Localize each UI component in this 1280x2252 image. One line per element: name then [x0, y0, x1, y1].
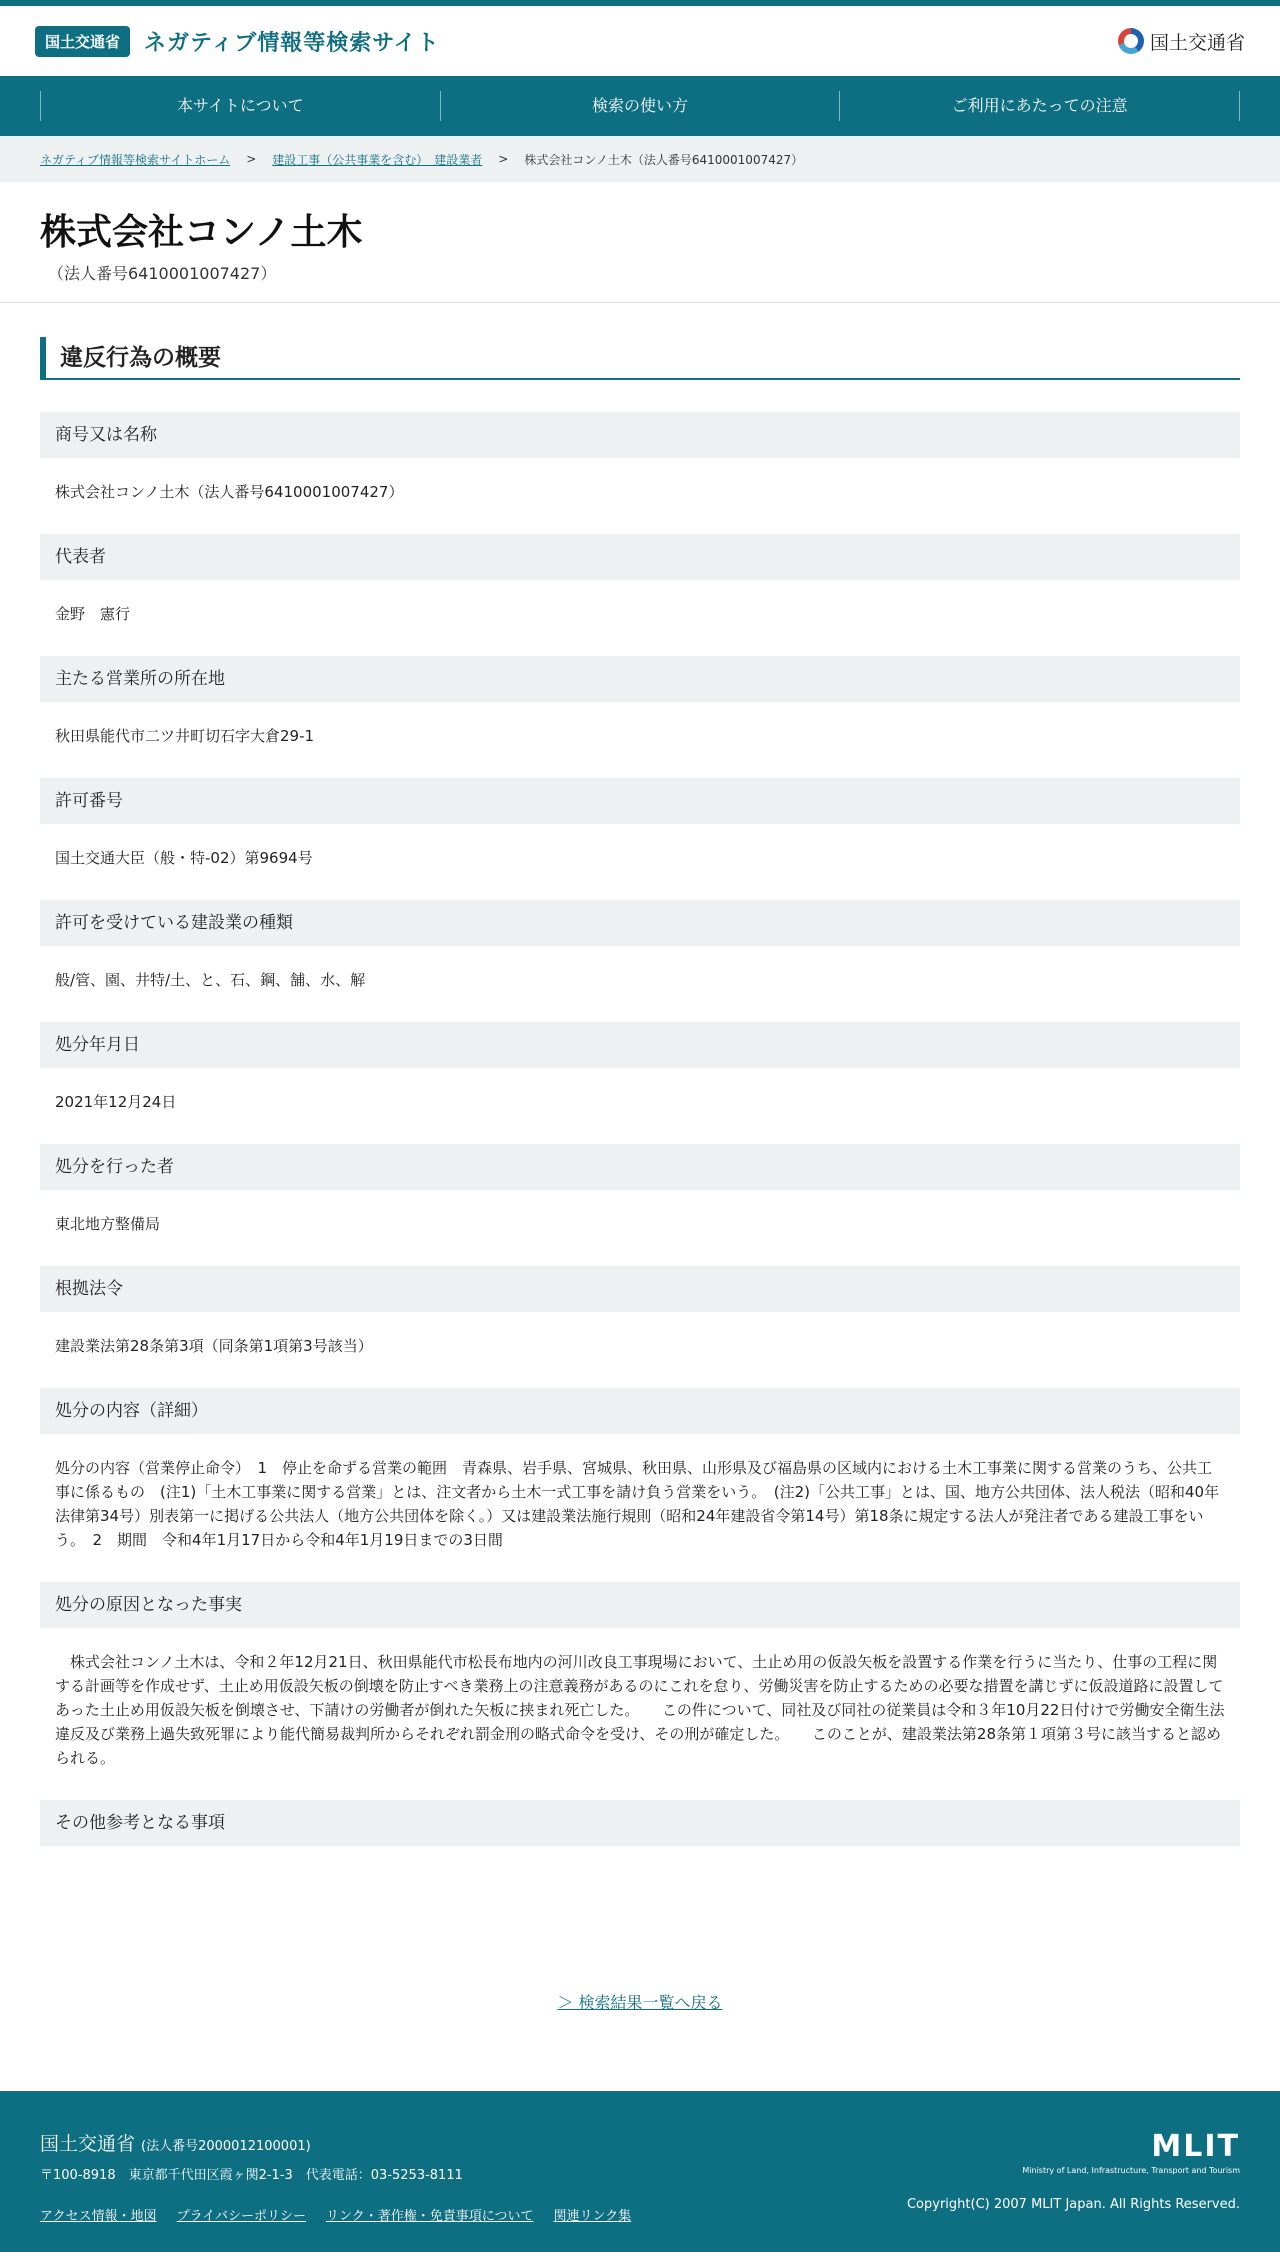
detail-label: 主たる営業所の所在地 — [40, 656, 1240, 702]
detail-label: 処分年月日 — [40, 1022, 1240, 1068]
detail-item — [40, 1022, 1240, 1144]
detail-label: 代表者 — [40, 534, 1240, 580]
detail-item — [40, 778, 1240, 900]
detail-item — [40, 900, 1240, 1022]
detail-value: 金野 憲行 — [55, 605, 131, 623]
breadcrumb — [0, 136, 1280, 182]
detail-item — [40, 1800, 1240, 1922]
detail-label: 許可番号 — [40, 778, 1240, 824]
detail-value — [40, 1846, 1240, 1922]
breadcrumb-current: 株式会社コンノ土木（法人番号6410001007427） — [524, 152, 804, 167]
site-footer — [0, 2091, 1280, 2252]
violation-detail-list — [40, 412, 1240, 1922]
site-brand[interactable] — [35, 26, 440, 57]
site-header — [0, 6, 1280, 76]
detail-item — [40, 412, 1240, 534]
global-nav — [0, 76, 1280, 136]
breadcrumb-category[interactable]: 建設工事（公共事業を含む） 建設業者 — [272, 152, 483, 167]
detail-item — [40, 1582, 1240, 1800]
detail-label: 商号又は名称 — [40, 412, 1240, 458]
nav-usage-notes[interactable]: ご利用にあたっての注意 — [839, 91, 1240, 121]
detail-value: 2021年12月24日 — [55, 1093, 177, 1111]
mlit-logo-text: 国土交通省 — [1149, 31, 1245, 54]
mlit-emblem-icon — [1118, 28, 1144, 54]
detail-item — [40, 1388, 1240, 1582]
footer-link-related[interactable]: 関連リンク集 — [553, 2209, 632, 2224]
footer-logo-subtitle: Ministry of Land, Infrastructure, Transport and Tourism — [1022, 2166, 1240, 2175]
back-to-results-link[interactable]: ＞ 検索結果一覧へ戻る — [557, 1993, 723, 2012]
detail-item — [40, 1144, 1240, 1266]
detail-value: 東北地方整備局 — [55, 1215, 161, 1233]
ministry-badge: 国土交通省 — [35, 26, 130, 57]
footer-org-name: 国土交通省 — [40, 2133, 136, 2155]
footer-link-access[interactable]: アクセス情報・地図 — [40, 2209, 157, 2224]
detail-value: 国土交通大臣（般・特-02）第9694号 — [55, 849, 313, 867]
footer-logo-text: MLIT — [1151, 2129, 1240, 2164]
footer-link-copyright[interactable]: リンク・著作権・免責事項について — [325, 2209, 534, 2224]
section-heading: 違反行為の概要 — [40, 337, 1240, 380]
footer-mlit-logo[interactable] — [1022, 2129, 1240, 2175]
detail-item — [40, 1266, 1240, 1388]
breadcrumb-separator: > — [498, 152, 509, 166]
nav-how-to-search[interactable]: 検索の使い方 — [440, 91, 840, 121]
detail-value: 秋田県能代市二ツ井町切石字大倉29-1 — [55, 727, 315, 745]
detail-value: 建設業法第28条第3項（同条第1項第3号該当） — [55, 1337, 373, 1355]
detail-item — [40, 534, 1240, 656]
breadcrumb-home[interactable]: ネガティブ情報等検索サイトホーム — [40, 152, 231, 167]
corporate-number: （法人番号6410001007427） — [48, 264, 277, 283]
detail-value: 般/管、園、井特/土、と、石、鋼、舗、水、解 — [55, 971, 366, 989]
detail-label: 根拠法令 — [40, 1266, 1240, 1312]
site-title[interactable]: ネガティブ情報等検索サイト — [144, 30, 440, 56]
footer-link-privacy[interactable]: プライバシーポリシー — [176, 2209, 306, 2224]
main-content — [0, 303, 1280, 2091]
back-link-wrap — [40, 1922, 1240, 2091]
footer-address: 〒100-8918 東京都千代田区霞ヶ関2-1-3 代表電話：03-5253-8111 — [40, 2168, 463, 2183]
detail-value: 株式会社コンノ土木は、令和２年12月21日、秋田県能代市松長布地内の河川改良工事現場において、土止め用の仮設矢板を設置する作業を行うに当たり、仕事の工程に関する計画等を作成せず、土止め用仮設矢板の倒壊を防止すべき業務上の注意義務があるのにこれを怠り、労働災害を防止するための必要な措置を講じずに仮設道路に設置してあった土止め用仮設矢板を倒壊させ、下請けの労働者が倒れた矢板に挟まれ死亡した。 この件について、同社及び同社の従業員は令和３年10月22日付けで労働安全衛生法違反及び業務上過失致死罪により能代簡易裁判所からそれぞれ罰金刑の略式命令を受け、その刑が確定した。 このことが、建設業法第28条第１項第３号に該当すると認められる。 — [55, 1653, 1225, 1767]
breadcrumb-separator: > — [246, 152, 257, 166]
detail-label: 処分の内容（詳細） — [40, 1388, 1240, 1434]
detail-label: 処分の原因となった事実 — [40, 1582, 1240, 1628]
nav-about[interactable]: 本サイトについて — [40, 91, 440, 121]
detail-label: 許可を受けている建設業の種類 — [40, 900, 1240, 946]
detail-value: 処分の内容（営業停止命令） 1 停止を命ずる営業の範囲 青森県、岩手県、宮城県、秋田県、山形県及び福島県の区域内における土木工事業に関する営業のうち、公共工事に係るもの (注1)「土木工事業に関する営業」とは、注文者から土木一式工事を請け負う営業をいう。 (注2)「公共工事」とは、国、地方公共団体、法人税法（昭和40年法律第34号）別表第一に掲げる公共法人（地方公共団体を除く。）又は建設業法施行規則（昭和24年建設省令第14号）第18条に規定する法人が発注者である建設工事をいう。 2 期間 令和4年1月17日から令和4年1月19日までの3日間 — [55, 1459, 1220, 1549]
detail-item — [40, 656, 1240, 778]
copyright: Copyright(C) 2007 MLIT Japan. All Rights Reserved. — [906, 2197, 1240, 2212]
footer-org-number: (法人番号2000012100001) — [141, 2139, 311, 2154]
title-area — [0, 182, 1280, 303]
mlit-logo[interactable] — [1118, 28, 1245, 55]
detail-label: その他参考となる事項 — [40, 1800, 1240, 1846]
detail-label: 処分を行った者 — [40, 1144, 1240, 1190]
detail-value: 株式会社コンノ土木（法人番号6410001007427） — [55, 483, 404, 501]
page-title: 株式会社コンノ土木 — [40, 212, 363, 253]
